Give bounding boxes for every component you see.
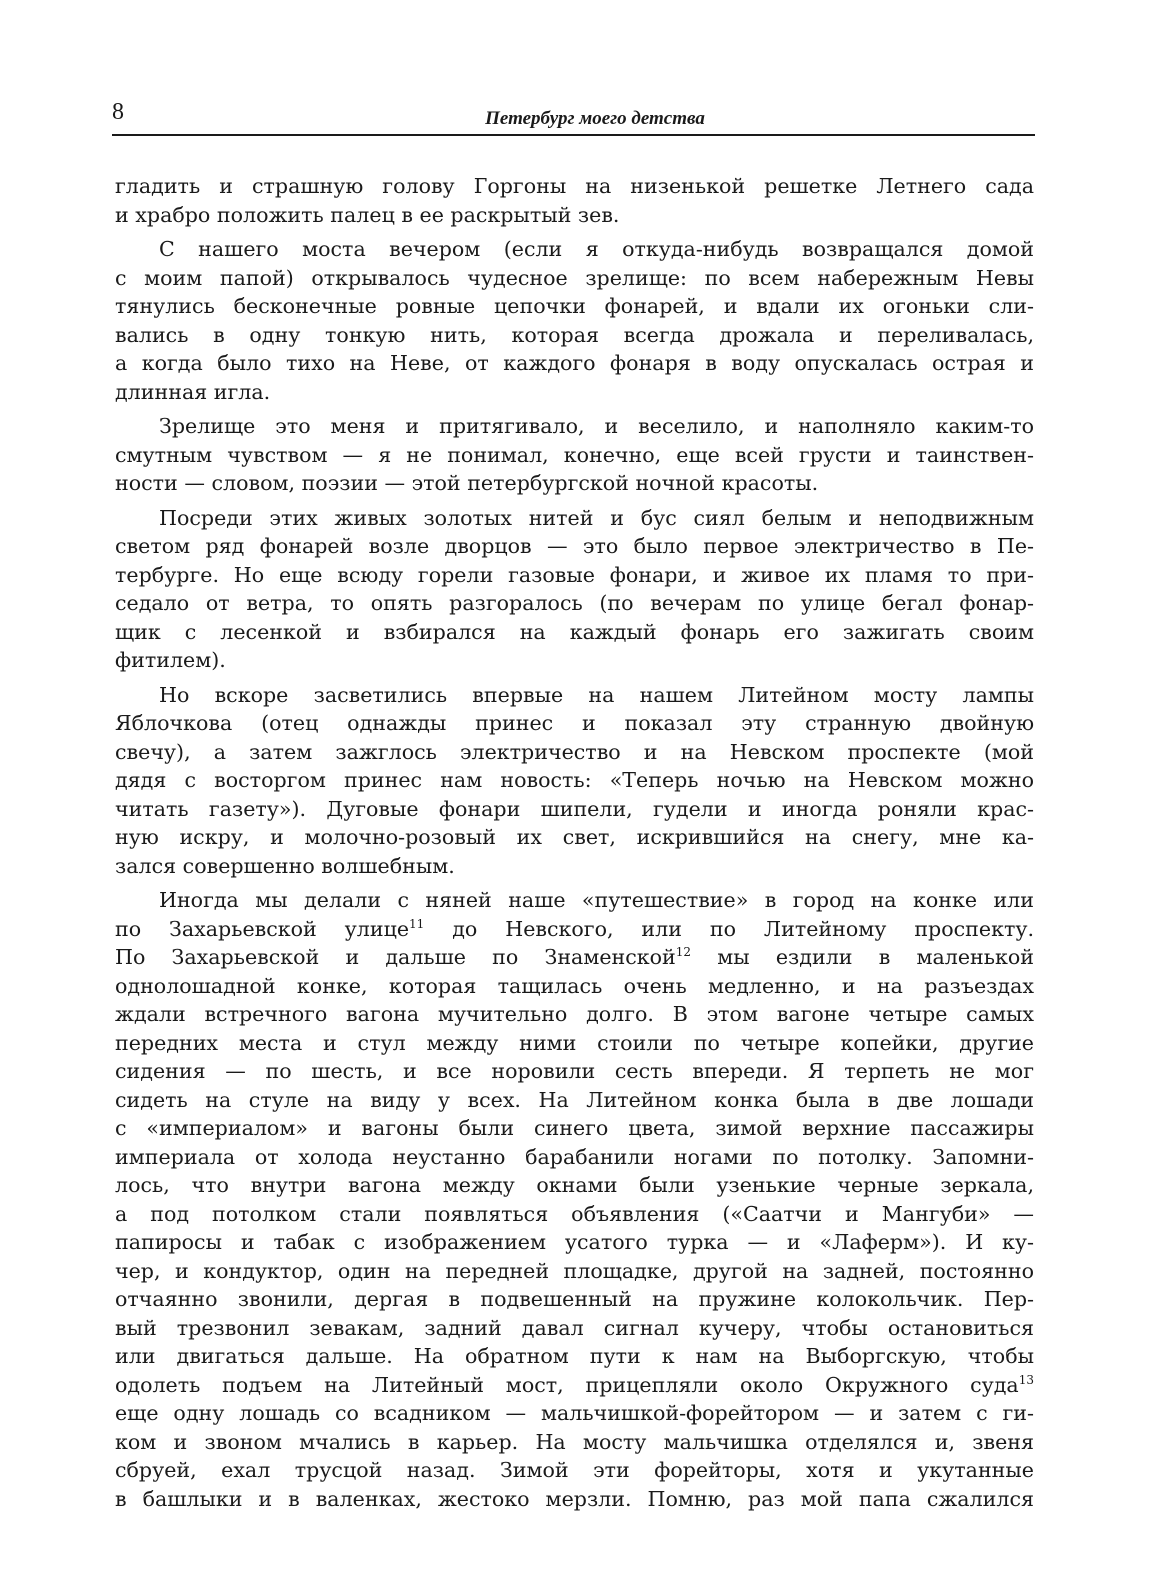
text-line: Иногда мы делали с няней наше «путешествие» в город на конке или bbox=[159, 888, 1034, 912]
text-line: сбруей, ехал трусцой назад. Зимой эти форейторы, хотя и укутанные bbox=[115, 1458, 1034, 1482]
text-line: читать газету»). Дуговые фонари шипели, гудели и иногда роняли крас- bbox=[115, 796, 1034, 821]
text-line: в башлыки и в валенках, жестоко мерзли. Помню, раз мой папа сжалился bbox=[115, 1486, 1034, 1511]
text-line: вались в одну тонкую нить, которая всегда дрожала и переливалась, bbox=[115, 322, 1034, 347]
text-line: вый трезвонил зевакам, задний давал сигнал кучеру, чтобы остановиться bbox=[115, 1315, 1034, 1340]
text-line: дядя с восторгом принес нам новость: «Теперь ночью на Невском можно bbox=[115, 768, 1034, 792]
text-line: тянулись бесконечные ровные цепочки фонарей, и вдали их огоньки сли- bbox=[115, 294, 1034, 318]
text-line: ную искру, и молочно-розовый их свет, искрившийся на снегу, мне ка- bbox=[115, 825, 1034, 849]
footnote-ref-11[interactable]: 11 bbox=[409, 916, 425, 931]
text-line bbox=[115, 915, 1034, 944]
text-line: тербурге. Но еще всюду горели газовые фонари, и живое их пламя то при- bbox=[115, 562, 1034, 587]
text-fragment: одолеть подъем на Литейный мост, прицепляли около Окружного суда bbox=[115, 1372, 1019, 1397]
text-line: сидеть на стуле на виду у всех. На Литейном конка была в две лошади bbox=[115, 1087, 1034, 1112]
text-line: папиросы и табак с изображением усатого турка — и «Лаферм»). И ку- bbox=[115, 1230, 1034, 1254]
text-fragment: мы ездили в маленькой bbox=[717, 945, 1034, 969]
paragraph-2 bbox=[115, 235, 1034, 406]
text-line: и храбро положить палец в ее раскрытый зев. bbox=[115, 202, 620, 227]
page-number: 8 bbox=[112, 99, 124, 125]
text-line: Но вскоре засветились впервые на нашем Литейном мосту лампы bbox=[159, 682, 1034, 707]
paragraph-4 bbox=[115, 504, 1034, 675]
text-fragment: По Захарьевской и дальше по Знаменской bbox=[115, 945, 676, 969]
text-line: Зрелище это меня и притягивало, и веселило, и наполняло каким-то bbox=[159, 414, 1034, 438]
text-line: империала от холода неустанно барабанили ногами по потолку. Запомни- bbox=[115, 1144, 1034, 1169]
text-line: ждали встречного вагона мучительно долго. В этом вагоне четыре самых bbox=[115, 1002, 1034, 1026]
text-line: фитилем). bbox=[115, 648, 226, 672]
text-fragment: до Невского, или по Литейному проспекту. bbox=[452, 916, 1034, 941]
paragraph-1 bbox=[115, 172, 1034, 229]
text-line: смутным чувством — я не понимал, конечно, еще всей грусти и таинствен- bbox=[115, 442, 1034, 467]
text-line: Посреди этих живых золотых нитей и бус сиял белым и неподвижным bbox=[159, 505, 1034, 530]
text-line: Яблочкова (отец однажды принес и показал эту странную двойную bbox=[115, 711, 1034, 735]
page-body bbox=[115, 172, 1034, 1513]
paragraph-3 bbox=[115, 412, 1034, 498]
text-line: или двигаться дальше. На обратном пути к нам на Выборгскую, чтобы bbox=[115, 1344, 1034, 1368]
text-line: ности — словом, поэзии — этой петербургской ночной красоты. bbox=[115, 471, 819, 495]
text-line: С нашего моста вечером (если я откуда-нибудь возвращался домой bbox=[159, 237, 1034, 261]
text-line: зался совершенно волшебным. bbox=[115, 853, 455, 878]
text-line: чер, и кондуктор, один на передней площадке, другой на задней, постоянно bbox=[115, 1258, 1034, 1283]
text-line: с «империалом» и вагоны были синего цвета, зимой верхние пассажиры bbox=[115, 1116, 1034, 1140]
text-line: отчаянно звонили, дергая в подвешенный на пружине колокольчик. Пер- bbox=[115, 1287, 1034, 1311]
text-line: ком и звоном мчались в карьер. На мосту мальчишка отделялся и, звеня bbox=[115, 1429, 1034, 1454]
paragraph-5 bbox=[115, 681, 1034, 881]
paragraph-6 bbox=[115, 886, 1034, 1513]
header-rule bbox=[112, 134, 1035, 136]
text-line: щик с лесенкой и взбирался на каждый фонарь его зажигать своим bbox=[115, 619, 1034, 644]
text-line bbox=[115, 1371, 1034, 1400]
text-line: передних места и стул между ними стоили по четыре копейки, другие bbox=[115, 1030, 1034, 1055]
text-line: а когда было тихо на Неве, от каждого фонаря в воду опускалась острая и bbox=[115, 351, 1034, 375]
footnote-ref-12[interactable]: 12 bbox=[675, 945, 692, 959]
text-line: еще одну лошадь со всадником — мальчишкой-форейтором — и затем с ги- bbox=[115, 1401, 1034, 1425]
running-head: Петербург моего детства bbox=[485, 108, 705, 129]
text-fragment: по Захарьевской улице bbox=[115, 916, 410, 941]
text-line: седало от ветра, то опять разгоралось (по вечерам по улице бегал фонар- bbox=[115, 591, 1034, 615]
text-line: с моим папой) открывалось чудесное зрелище: по всем набережным Невы bbox=[115, 265, 1034, 290]
text-line: длинная игла. bbox=[115, 379, 271, 404]
text-line: гладить и страшную голову Горгоны на низенькой решетке Летнего сада bbox=[115, 174, 1034, 198]
text-line: а под потолком стали появляться объявления («Саатчи и Мангуби» — bbox=[115, 1201, 1034, 1226]
text-line bbox=[115, 943, 1034, 972]
text-line: лось, что внутри вагона между окнами были узенькие черные зеркала, bbox=[115, 1173, 1034, 1197]
text-line: однолошадной конке, которая тащилась очень медленно, и на разъездах bbox=[115, 973, 1034, 998]
text-line: свечу), а затем зажглось электричество и на Невском проспекте (мой bbox=[115, 739, 1034, 764]
text-line: сидения — по шесть, и все норовили сесть впереди. Я терпеть не мог bbox=[115, 1059, 1034, 1083]
footnote-ref-13[interactable]: 13 bbox=[1018, 1372, 1034, 1387]
text-line: светом ряд фонарей возле дворцов — это было первое электричество в Пе- bbox=[115, 534, 1034, 558]
